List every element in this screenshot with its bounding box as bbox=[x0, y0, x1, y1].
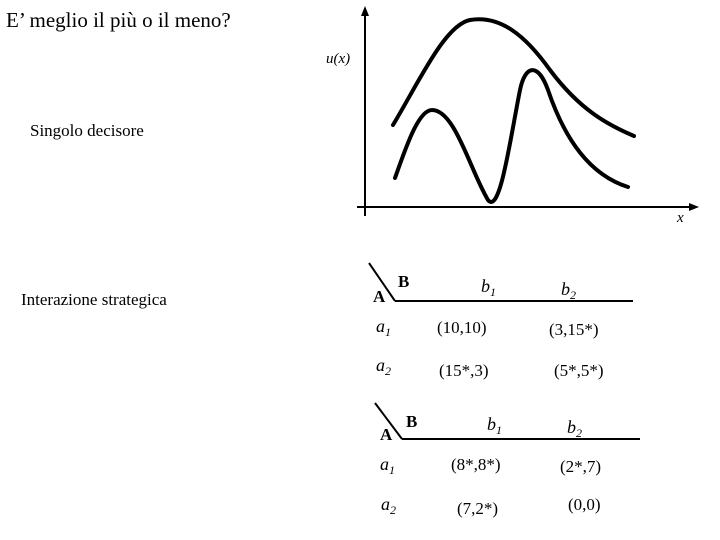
matrix-2-cell-a2-b2: (0,0) bbox=[568, 495, 601, 514]
matrix-2-col-b2: $b_2$ bbox=[567, 417, 582, 440]
y-axis-label: u(x) bbox=[326, 51, 351, 67]
matrix-1-col-player: B bbox=[398, 272, 410, 291]
single-decision-maker-label: Singolo decisore bbox=[30, 121, 144, 140]
matrix-2-cell-a2-b1: (7,2*) bbox=[457, 499, 499, 518]
matrix-1-col-b2: $b_2$ bbox=[561, 279, 576, 302]
strategic-interaction-label: Interazione strategica bbox=[21, 290, 167, 309]
matrix-1-cell-a2-b1: (15*,3) bbox=[439, 361, 489, 380]
matrix-2-row-player: A bbox=[380, 425, 393, 444]
matrix-1-cell-a1-b2: (3,15*) bbox=[549, 320, 599, 339]
matrix-2-row-a2: $a_2$ bbox=[381, 494, 396, 517]
x-axis-label: x bbox=[677, 210, 684, 226]
matrix-2-col-player: B bbox=[406, 412, 418, 431]
matrix-1-cell-a1-b1: (10,10) bbox=[437, 318, 487, 337]
matrix-1-col-b1: $b_1$ bbox=[481, 276, 496, 299]
matrix-2-cell-a1-b1: (8*,8*) bbox=[451, 455, 501, 474]
matrix-1-row-a1: $a_1$ bbox=[376, 316, 391, 339]
matrix-2-row-a1: $a_1$ bbox=[380, 454, 395, 477]
matrix-1-row-a2: $a_2$ bbox=[376, 355, 391, 378]
matrix-1-row-player: A bbox=[373, 287, 386, 306]
matrix-2-cell-a1-b2: (2*,7) bbox=[560, 457, 602, 476]
matrix-2-col-b1: $b_1$ bbox=[487, 414, 502, 437]
slide-title: E’ meglio il più o il meno? bbox=[6, 8, 231, 32]
matrix-1-cell-a2-b2: (5*,5*) bbox=[554, 361, 604, 380]
